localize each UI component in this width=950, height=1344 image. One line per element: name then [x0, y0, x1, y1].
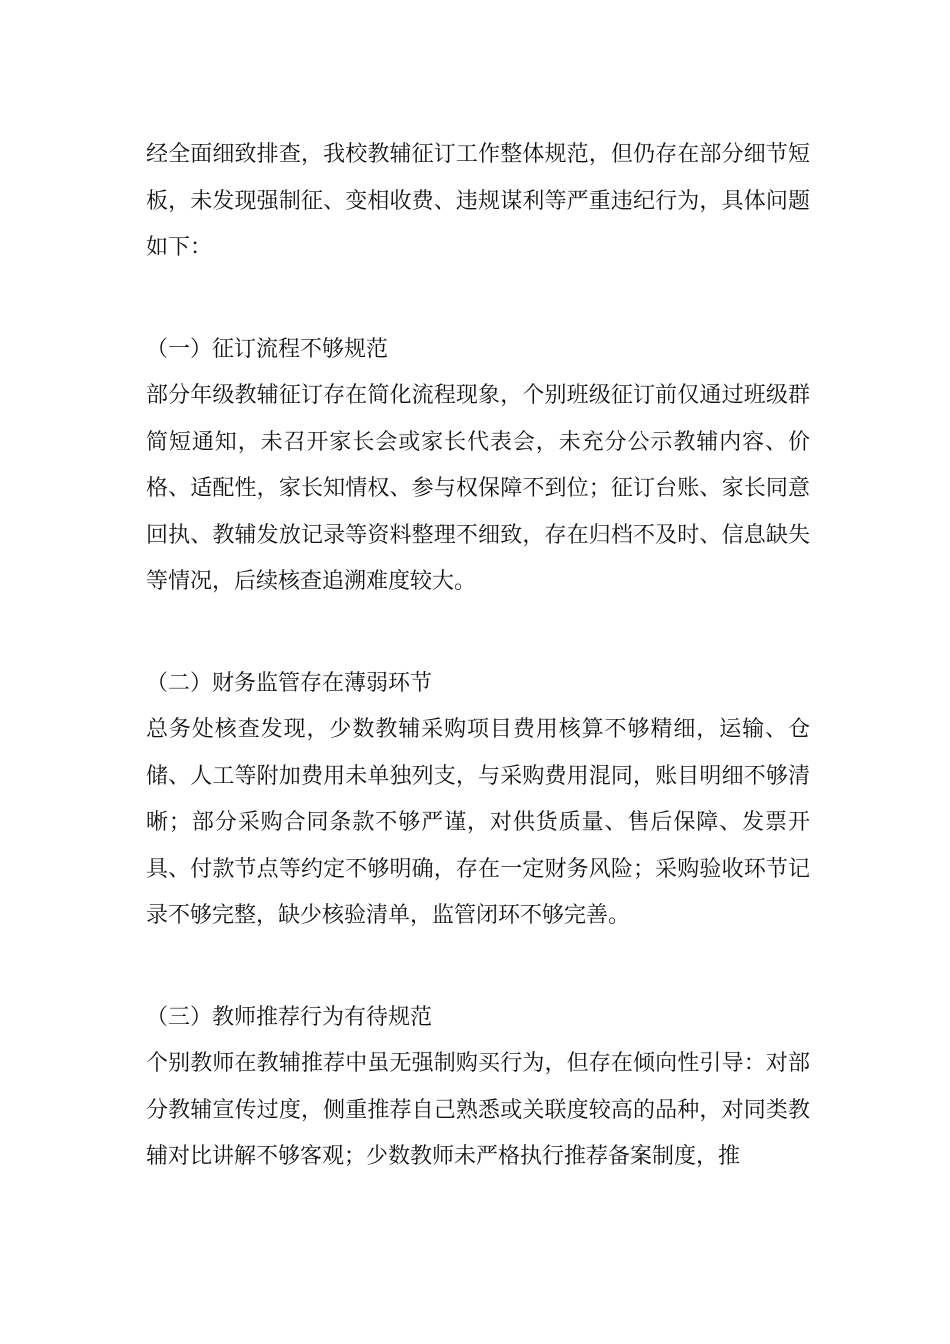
section-heading: （一）征订流程不够规范: [146, 336, 389, 362]
section-body: 部分年级教辅征订存在简化流程现象，个别班级征订前仅通过班级群简短通知，未召开家长会或家长代表会，未充分公示教辅内容、价格、适配性，家长知情权、参与权保障不到位；征订台账、家长同意回执、教辅发放记录等资料整理不细致，存在归档不及时、信息缺失等情况，后续核查追溯难度较大。: [146, 383, 810, 594]
section-body: 总务处核查发现，少数教辅采购项目费用核算不够精细，运输、仓储、人工等附加费用未单独列支，与采购费用混同，账目明细不够清晰；部分采购合同条款不够严谨，对供货质量、售后保障、发票开具、付款节点等约定不够明确，存在一定财务风险；采购验收环节记录不够完整，缺少核验清单，监管闭环不够完善。: [146, 717, 810, 928]
section-heading: （三）教师推荐行为有待规范: [146, 1004, 433, 1030]
section-body: 个别教师在教辅推荐中虽无强制购买行为，但存在倾向性引导：对部分教辅宣传过度，侧重推荐自己熟悉或关联度较高的品种，对同类教辅对比讲解不够客观；少数教师未严格执行推荐备案制度，推: [146, 1051, 810, 1169]
section-3: [146, 995, 810, 1181]
section-heading: （二）财务监管存在薄弱环节: [146, 670, 433, 696]
intro-paragraph: 经全面细致排查，我校教辅征订工作整体规范，但仍存在部分细节短板，未发现强制征、变相收费、违规谋利等严重违纪行为，具体问题如下：: [146, 142, 810, 260]
section-1: [146, 327, 810, 606]
section-2: [146, 661, 810, 940]
document-content: [146, 132, 810, 1236]
